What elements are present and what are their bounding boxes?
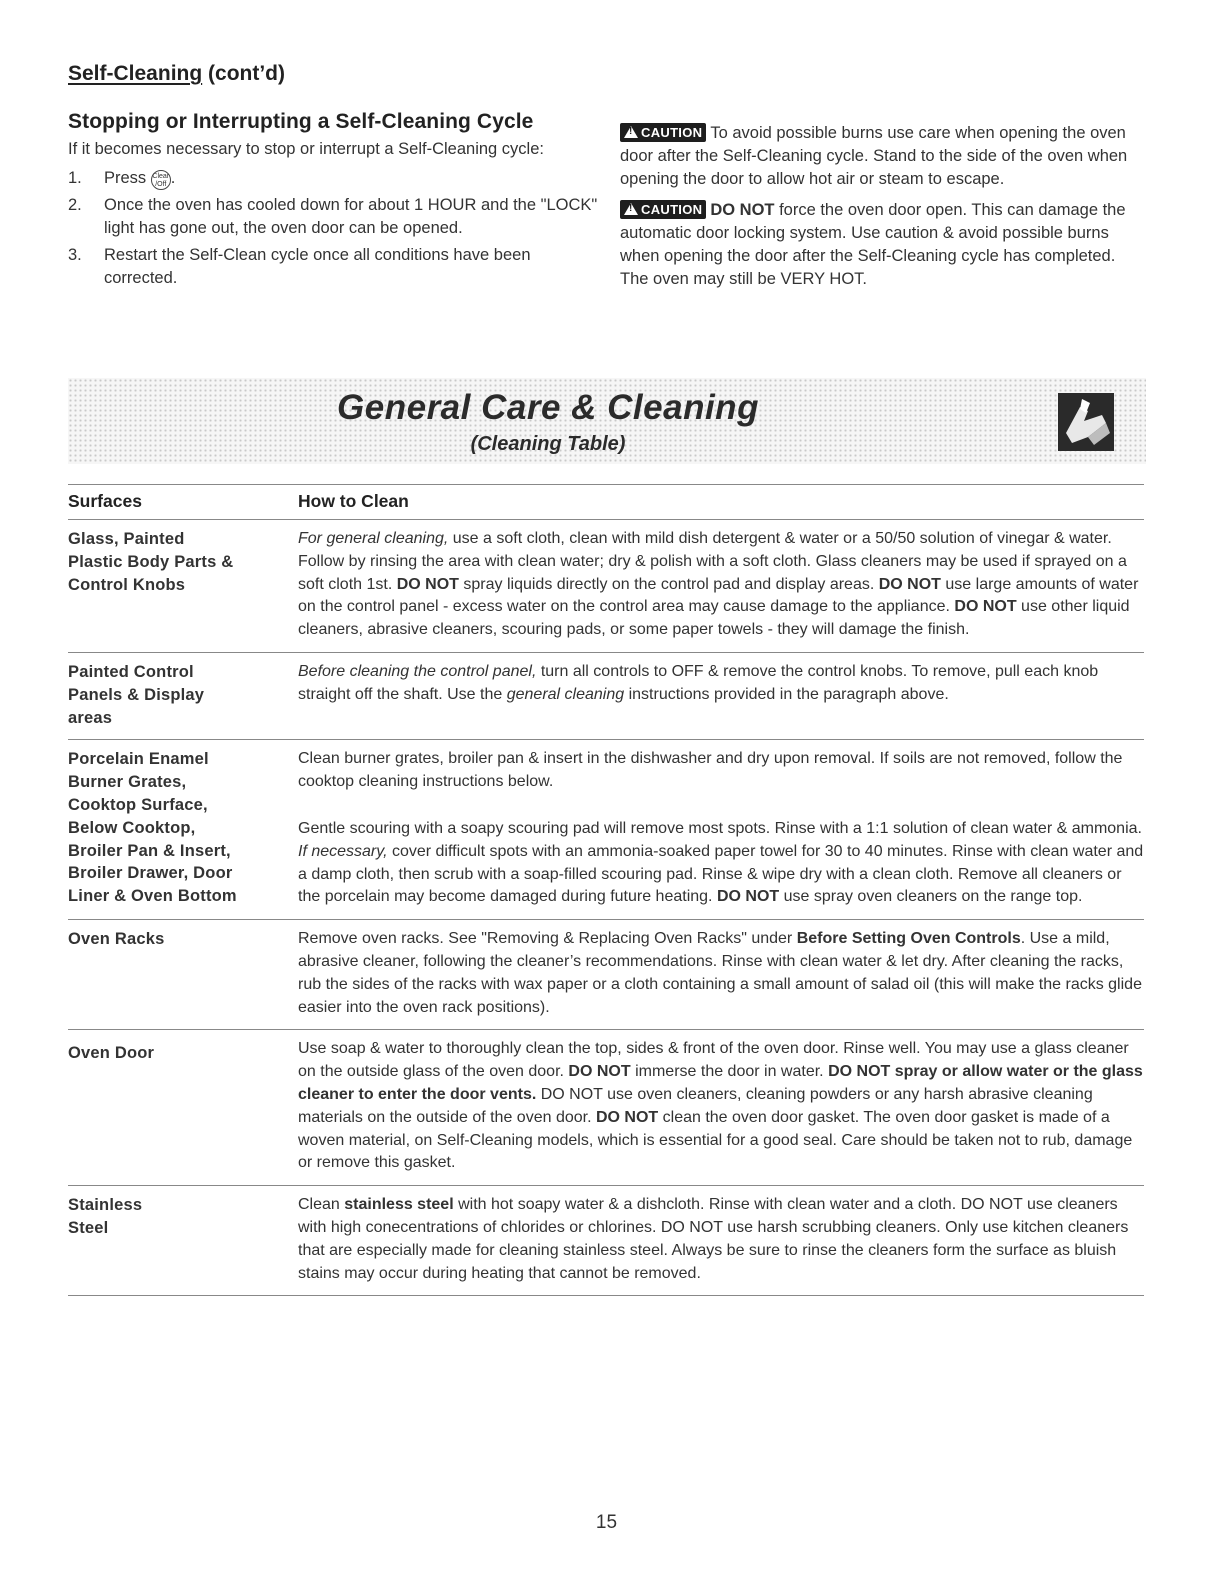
clear-off-key-icon xyxy=(151,170,171,190)
page-number: 15 xyxy=(595,1512,618,1533)
instruction-text: Gentle scouring with a soapy scouring pad will remove most spots. Rinse with a 1:1 solution of clean water & ammonia. xyxy=(298,819,1142,837)
table-row xyxy=(68,1186,1144,1296)
instruction-text: use large amounts of water on the control panel - excess water on the control area may cause damage to the appliance. xyxy=(298,575,1139,616)
caution-paragraph xyxy=(620,122,1146,191)
surface-line: Stainless xyxy=(68,1196,143,1215)
section-title-text: Self-Cleaning xyxy=(68,62,203,85)
caution-text: force the oven door open. This can damage the automatic door locking system. Use caution & avoid possible burns when opening the door after the Self-Cleaning cycle has completed. The oven may still be VERY HOT. xyxy=(620,201,1126,288)
surface-line: Liner & Oven Bottom xyxy=(68,887,237,906)
surface-line: Cooktop Surface, xyxy=(68,795,208,814)
table-header xyxy=(68,484,1144,520)
surface-line: Painted Control xyxy=(68,662,194,681)
how-to-clean-cell xyxy=(298,528,1144,642)
table-row xyxy=(68,920,1144,1030)
step-number: 3. xyxy=(68,246,82,264)
surface-line: Control Knobs xyxy=(68,575,186,594)
step-item xyxy=(68,244,600,290)
table-row xyxy=(68,740,1144,920)
step-item xyxy=(68,167,600,190)
surface-line: Panels & Display xyxy=(68,685,205,704)
instruction-text: instructions provided in the paragraph above. xyxy=(624,685,949,703)
instruction-text: clean the oven door gasket. The oven door gasket is made of a woven material, on Self-Cleaning models, which is essential for a good seal. Care should be taken not to rub, damage or remove this gasket. xyxy=(298,1108,1133,1172)
column-header-how-to-clean: How to Clean xyxy=(298,491,409,511)
instruction-text: use spray oven cleaners on the range top. xyxy=(779,888,1083,906)
surface-line: Porcelain Enamel xyxy=(68,750,209,769)
instruction-emphasis: DO NOT xyxy=(716,888,780,906)
instruction-text: use a soft cloth, clean with mild dish detergent & water or a 50/50 solution of vinegar & water. Follow by rinsing the area with clean water; dry & polish with a soft cloth. Glass cleaners may be used if sprayed on a soft cloth 1st. xyxy=(298,530,1127,593)
instruction-emphasis: DO NOT xyxy=(878,575,941,593)
how-to-clean-cell xyxy=(298,748,1144,909)
instruction-emphasis: stainless steel xyxy=(344,1196,454,1214)
surface-line: Below Cooktop, xyxy=(68,818,196,837)
instruction-text: use other liquid cleaners, abrasive cleaners, scouring pads, or some paper towels - they will damage the finish. xyxy=(298,598,1130,639)
step-number: 1. xyxy=(68,169,82,187)
caution-paragraph xyxy=(620,199,1146,291)
step-number: 2. xyxy=(68,196,82,214)
instruction-text: turn all controls to OFF & remove the control knobs. To remove, pull each knob straight off the shaft. Use the xyxy=(298,662,1099,703)
section-title xyxy=(68,62,285,86)
cleaning-table xyxy=(68,484,1144,1296)
step-text: Restart the Self-Clean cycle once all conditions have been corrected. xyxy=(104,246,531,287)
instruction-text: Before cleaning the control panel, xyxy=(298,662,537,680)
warning-triangle-icon xyxy=(624,203,638,215)
instruction-emphasis: Before Setting Oven Controls xyxy=(796,930,1021,948)
surface-line: Broiler Drawer, Door xyxy=(68,864,233,883)
warning-triangle-icon xyxy=(624,126,638,138)
cleaning-hand-icon xyxy=(1058,393,1114,451)
banner-subtitle: (Cleaning Table) xyxy=(470,433,626,455)
surface-line: Oven Racks xyxy=(68,930,165,949)
surface-cell xyxy=(68,748,298,909)
caution-badge xyxy=(620,123,706,142)
instruction-text: For general cleaning, xyxy=(298,530,449,547)
general-care-banner xyxy=(68,378,1146,464)
instruction-emphasis: DO NOT xyxy=(568,1063,631,1081)
instruction-emphasis: DO NOT xyxy=(396,575,459,593)
stopping-heading: Stopping or Interrupting a Self-Cleaning Cycle xyxy=(68,110,534,133)
instruction-text: DO NOT use oven cleaners, cleaning powders or any harsh abrasive cleaning materials on the outside of the oven door. xyxy=(298,1085,1093,1126)
surface-line: areas xyxy=(68,708,113,727)
instruction-emphasis: DO NOT spray or allow water or the glass cleaner to enter the door vents. xyxy=(298,1063,1143,1103)
step-text-end: . xyxy=(170,169,176,187)
step-item xyxy=(68,194,600,240)
table-row xyxy=(68,653,1144,740)
instruction-text: Use soap & water to thoroughly clean the top, sides & front of the oven door. Rinse well. You may use a glass cleaner on the outside glass of the oven door. xyxy=(298,1040,1129,1081)
instruction-text: Clean burner grates, broiler pan & insert in the dishwasher and dry upon removal. If soils are not removed, follow the cooktop cleaning instructions below. xyxy=(298,750,1123,791)
surface-line: Burner Grates, xyxy=(68,773,187,792)
caution-badge-label: CAUTION xyxy=(641,202,703,217)
instruction-emphasis: DO NOT xyxy=(595,1108,659,1126)
how-to-clean-cell xyxy=(298,661,1144,729)
caution-emphasis: DO NOT xyxy=(710,201,775,219)
surface-line: Plastic Body Parts & xyxy=(68,552,234,571)
surface-cell xyxy=(68,1038,298,1175)
how-to-clean-cell xyxy=(298,1038,1144,1175)
stopping-intro: If it becomes necessary to stop or interrupt a Self-Cleaning cycle: xyxy=(68,140,544,158)
caution-text: To avoid possible burns use care when opening the oven door after the Self-Cleaning cycle. Stand to the side of the oven when opening the door to allow hot air or steam to escape. xyxy=(620,124,1128,188)
instruction-text: Remove oven racks. See "Removing & Replacing Oven Racks" under xyxy=(298,930,797,948)
instruction-text: general cleaning xyxy=(506,685,625,703)
key-top-label: Clear xyxy=(152,173,170,180)
caution-section xyxy=(620,122,1146,299)
step-text: Press xyxy=(104,169,151,187)
instruction-text: with hot soapy water & a dishcloth. Rinse with clean water and a cloth. DO NOT use cleaners with high conecentrations of chlorides or chlorines. DO NOT use harsh scrubbing cleaners. Only use kitchen cleaners that are especially made for cleaning stainless steel. Always be sure to rinse the cleaners form the surface as bluish stains may occur during heating that cannot be removed. xyxy=(298,1196,1129,1282)
caution-badge xyxy=(620,200,706,219)
surface-line: Steel xyxy=(68,1218,109,1237)
column-header-surfaces: Surfaces xyxy=(68,491,142,511)
surface-cell xyxy=(68,928,298,1019)
instruction-emphasis: DO NOT xyxy=(954,598,1017,616)
instruction-text: Clean xyxy=(298,1196,345,1214)
surface-line: Broiler Pan & Insert, xyxy=(68,841,231,860)
step-text: Once the oven has cooled down for about 1 HOUR and the "LOCK" light has gone out, the oven door can be opened. xyxy=(104,196,598,237)
surface-cell xyxy=(68,661,298,729)
how-to-clean-cell xyxy=(298,928,1144,1019)
key-bottom-label: /Off xyxy=(155,181,167,188)
table-row xyxy=(68,1030,1144,1186)
section-title-suffix: (cont’d) xyxy=(202,62,285,85)
stopping-section xyxy=(68,110,600,294)
instruction-text: immerse the door in water. xyxy=(630,1063,829,1081)
instruction-text: cover difficult spots with an ammonia-soaked paper towel for 30 to 40 minutes. Rinse with clean water and a damp cloth, then scrub with a soap-filled scouring pad. Rinse & wipe dry with a clean cloth. Remove all cleaners or the porcelain may become damaged during future heating. xyxy=(298,842,1144,906)
instruction-text: . Use a mild, abrasive cleaner, following the cleaner’s recommendations. Rinse with clean water & let dry. After cleaning the racks, rub the sides of the racks with wax paper or a cloth containing a small amount of salad oil (this will make the racks glide easier into the oven rack positions). xyxy=(298,930,1142,1016)
surface-line: Oven Door xyxy=(68,1044,155,1063)
surface-cell xyxy=(68,528,298,642)
how-to-clean-cell xyxy=(298,1194,1144,1285)
stopping-steps xyxy=(68,167,600,290)
surface-cell xyxy=(68,1194,298,1285)
caution-badge-label: CAUTION xyxy=(641,125,703,140)
instruction-text: spray liquids directly on the control pad and display areas. xyxy=(458,575,879,593)
instruction-text: If necessary, xyxy=(298,842,388,860)
surface-line: Glass, Painted xyxy=(68,530,185,548)
banner-title: General Care & Cleaning xyxy=(337,388,759,427)
table-row xyxy=(68,520,1144,653)
